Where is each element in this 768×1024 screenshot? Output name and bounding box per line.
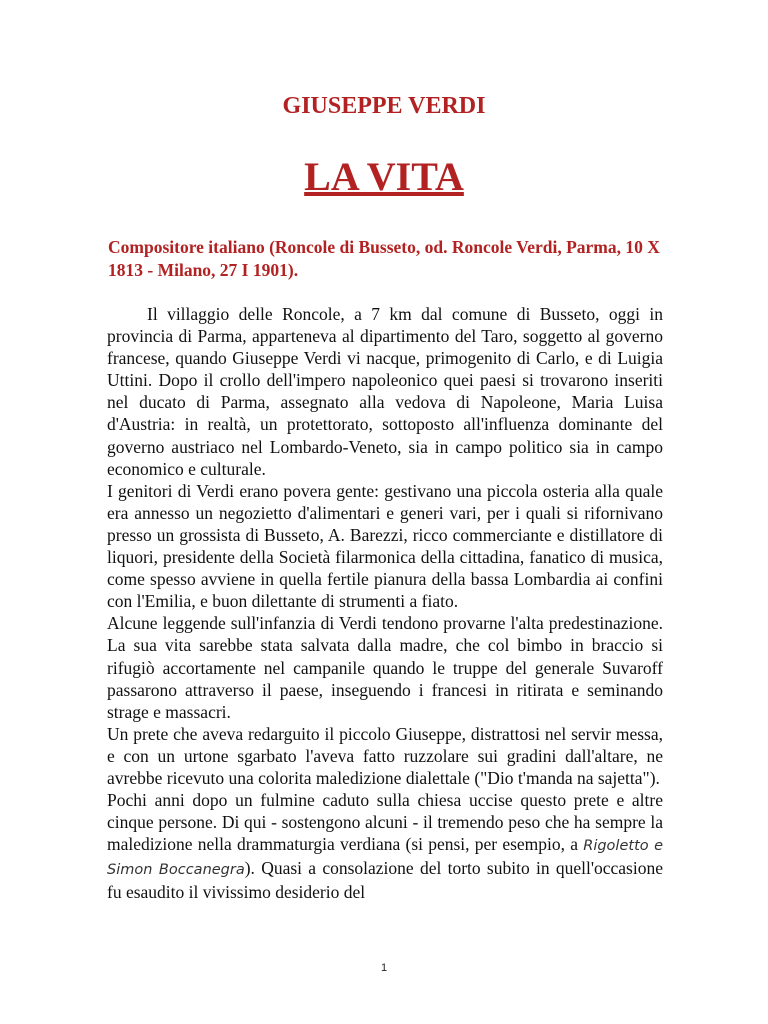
paragraph-birthplace: Il villaggio delle Roncole, a 7 km dal comune di Busseto, oggi in provincia di Parma, apparteneva al dipartimento del Taro, soggetto al governo francese, quando Giuseppe Verdi vi nacque, primogenito di Carlo, e di Luigia Uttini. Dopo il crollo dell'impero napoleonico quei paesi si trovarono inseriti nel ducato di Parma, assegnato alla vedova di Napoleone, Maria Luisa d'Austria: in realtà, un protettorato, sottoposto all'influenza dominante del governo austriaco nel Lombardo-Veneto, sia in campo politico sia in campo economico e culturale.	[107, 304, 663, 479]
paragraph-legends: Alcune leggende sull'infanzia di Verdi tendono provarne l'alta predestinazione. La sua vita sarebbe stata salvata dalla madre, che col bimbo in braccio si rifugiò accortamente nel campanile quando le truppe del generale Suvaroff passarono attraverso il paese, inseguendo i francesi in ritirata e seminando strage e massacri.	[107, 613, 663, 722]
body-text	[107, 303, 663, 904]
paragraph-parents: I genitori di Verdi erano povera gente: gestivano una piccola osteria alla quale era annesso un negozietto d'alimentari e generi vari, per i quali si rifornivano presso un grossista di Busseto, A. Barezzi, ricco commerciante e distillatore di liquori, presidente della Società filarmonica della cittadina, fanatico di musica, come spesso avviene in quella fertile pianura della bassa Lombardia ai confini con l'Emilia, e buon dilettante di strumenti a fiato.	[107, 480, 663, 612]
paragraph-lightning	[107, 789, 663, 903]
page-number: 1	[380, 962, 388, 974]
author-heading: GIUSEPPE VERDI	[282, 93, 486, 119]
paragraph-lightning-start: Pochi anni dopo un fulmine caduto sulla chiesa uccise questo prete e altre cinque persone. Di qui - sostengono alcuni - il tremendo peso che ha sempre la maledizione nella drammaturgia verdiana (si pensi, per esempio, a	[107, 790, 663, 855]
paragraph-lightning-end: ). Quasi a consolazione del torto subito in quell'occasione fu esaudito il vivissimo desiderio del	[107, 858, 663, 903]
subtitle: Compositore italiano (Roncole di Busseto, od. Roncole Verdi, Parma, 10 X 1813 - Milano, 27 I 1901).	[108, 237, 660, 280]
opera-titles: Rigoletto e Simon Boccanegra	[107, 838, 663, 879]
page-title: LA VITA	[304, 154, 464, 199]
paragraph-priest: Un prete che aveva redarguito il piccolo Giuseppe, distrattosi nel servir messa, e con un urtone sgarbato l'aveva fatto ruzzolare sui gradini dall'altare, ne avrebbe ricevuto una colorita maledizione dialettale ("Dio t'manda na sajetta").	[107, 723, 663, 788]
